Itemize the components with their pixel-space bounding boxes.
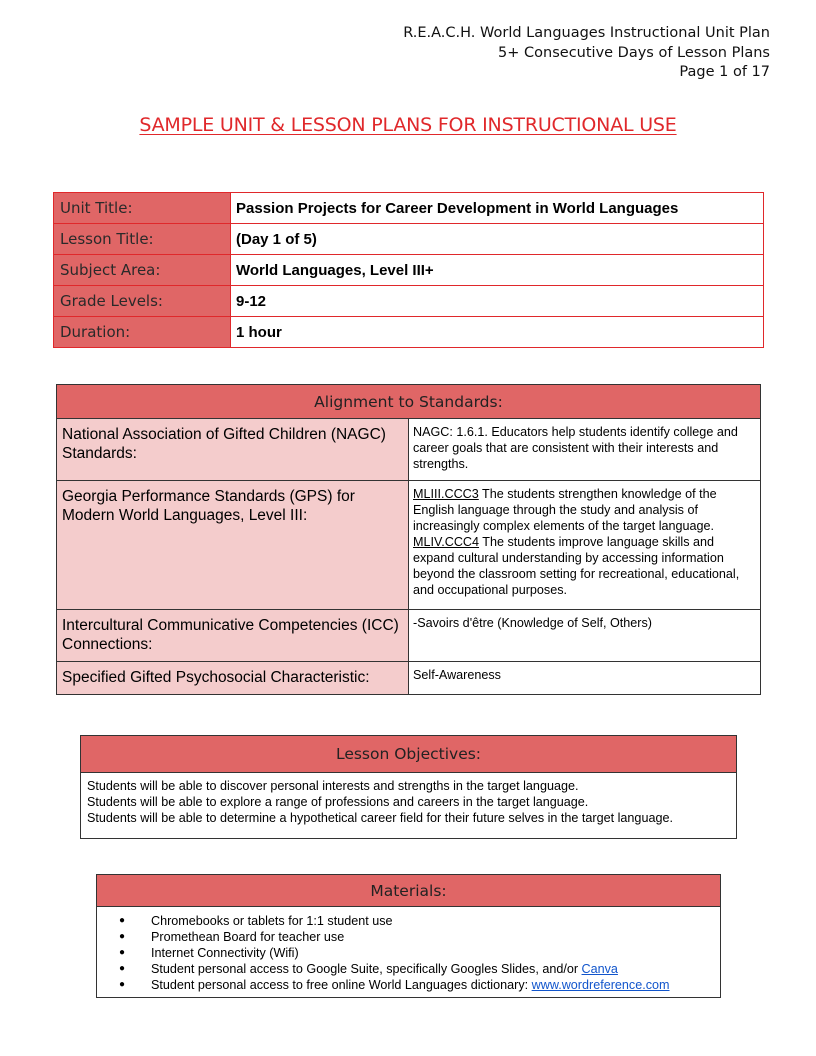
icc-text: -Savoirs d'être (Knowledge of Self, Others) (409, 610, 761, 662)
materials-table (96, 874, 721, 998)
list-item (107, 977, 714, 993)
duration-label: Duration: (54, 317, 231, 348)
dictionary-text: Student personal access to free online World Languages dictionary: (151, 978, 532, 992)
grade-levels-value: 9-12 (231, 286, 764, 317)
materials-body (97, 907, 721, 998)
list-item: ● Chromebooks or tablets for 1:1 student use (107, 913, 714, 929)
unit-title-label: Unit Title: (54, 193, 231, 224)
nagc-text: NAGC: 1.6.1. Educators help students identify college and career goals that are consistent with their interests and strengths. (409, 419, 761, 481)
gps-label: Georgia Performance Standards (GPS) for Modern World Languages, Level III: (57, 481, 409, 610)
subject-area-label: Subject Area: (54, 255, 231, 286)
grade-levels-label: Grade Levels: (54, 286, 231, 317)
gps-code-1: MLIII.CCC3 (413, 487, 479, 501)
table-row (54, 193, 764, 224)
table-row (57, 610, 761, 662)
table-row (57, 419, 761, 481)
page-header (403, 24, 770, 83)
table-row (54, 286, 764, 317)
table-row (54, 224, 764, 255)
canva-link[interactable]: Canva (581, 962, 618, 976)
objective-item: Students will be able to explore a range of professions and careers in the target language. (87, 795, 589, 809)
objectives-table (80, 735, 737, 839)
table-row (54, 317, 764, 348)
gps-text-1: The students strengthen knowledge of the English language through the study and analysis of increasingly complex elements of the target language. (413, 487, 717, 533)
materials-list (107, 913, 714, 993)
psychosocial-label: Specified Gifted Psychosocial Characteristic: (57, 662, 409, 695)
psychosocial-text: Self-Awareness (409, 662, 761, 695)
objectives-body (81, 773, 737, 839)
list-item: ● Internet Connectivity (Wifi) (107, 945, 714, 961)
lesson-title-value: (Day 1 of 5) (231, 224, 764, 255)
subject-area-value: World Languages, Level III+ (231, 255, 764, 286)
gps-text-2: The students improve language skills and expand cultural understanding by accessing information beyond the classroom setting for recreational, educational, and occupational purposes. (413, 535, 740, 597)
gps-code-2: MLIV.CCC4 (413, 535, 480, 549)
google-suite-text: Student personal access to Google Suite, specifically Googles Slides, and/or (151, 962, 582, 976)
document-title: SAMPLE UNIT & LESSON PLANS FOR INSTRUCTIONAL USE (139, 114, 677, 136)
table-row (57, 662, 761, 695)
standards-heading: Alignment to Standards: (57, 385, 761, 419)
table-row (57, 481, 761, 610)
list-item (107, 961, 714, 977)
objective-item: Students will be able to discover personal interests and strengths in the target language. (87, 779, 579, 793)
icc-label: Intercultural Communicative Competencies (ICC) Connections: (57, 610, 409, 662)
gps-text (409, 481, 761, 610)
unit-info-table (53, 192, 764, 348)
materials-heading: Materials: (97, 875, 721, 907)
lesson-title-label: Lesson Title: (54, 224, 231, 255)
page-number: Page 1 of 17 (679, 64, 770, 80)
header-line-1: R.E.A.C.H. World Languages Instructional Unit Plan (403, 25, 770, 41)
unit-title-value: Passion Projects for Career Development in World Languages (231, 193, 764, 224)
standards-table (56, 384, 761, 695)
wordreference-link[interactable]: www.wordreference.com (531, 978, 670, 992)
objectives-heading: Lesson Objectives: (81, 736, 737, 773)
header-line-2: 5+ Consecutive Days of Lesson Plans (498, 44, 770, 61)
nagc-label: National Association of Gifted Children (NAGC) Standards: (57, 419, 409, 481)
list-item: ● Promethean Board for teacher use (107, 929, 714, 945)
table-row (54, 255, 764, 286)
objective-item: Students will be able to determine a hypothetical career field for their future selves in the target language. (87, 811, 673, 825)
duration-value: 1 hour (231, 317, 764, 348)
